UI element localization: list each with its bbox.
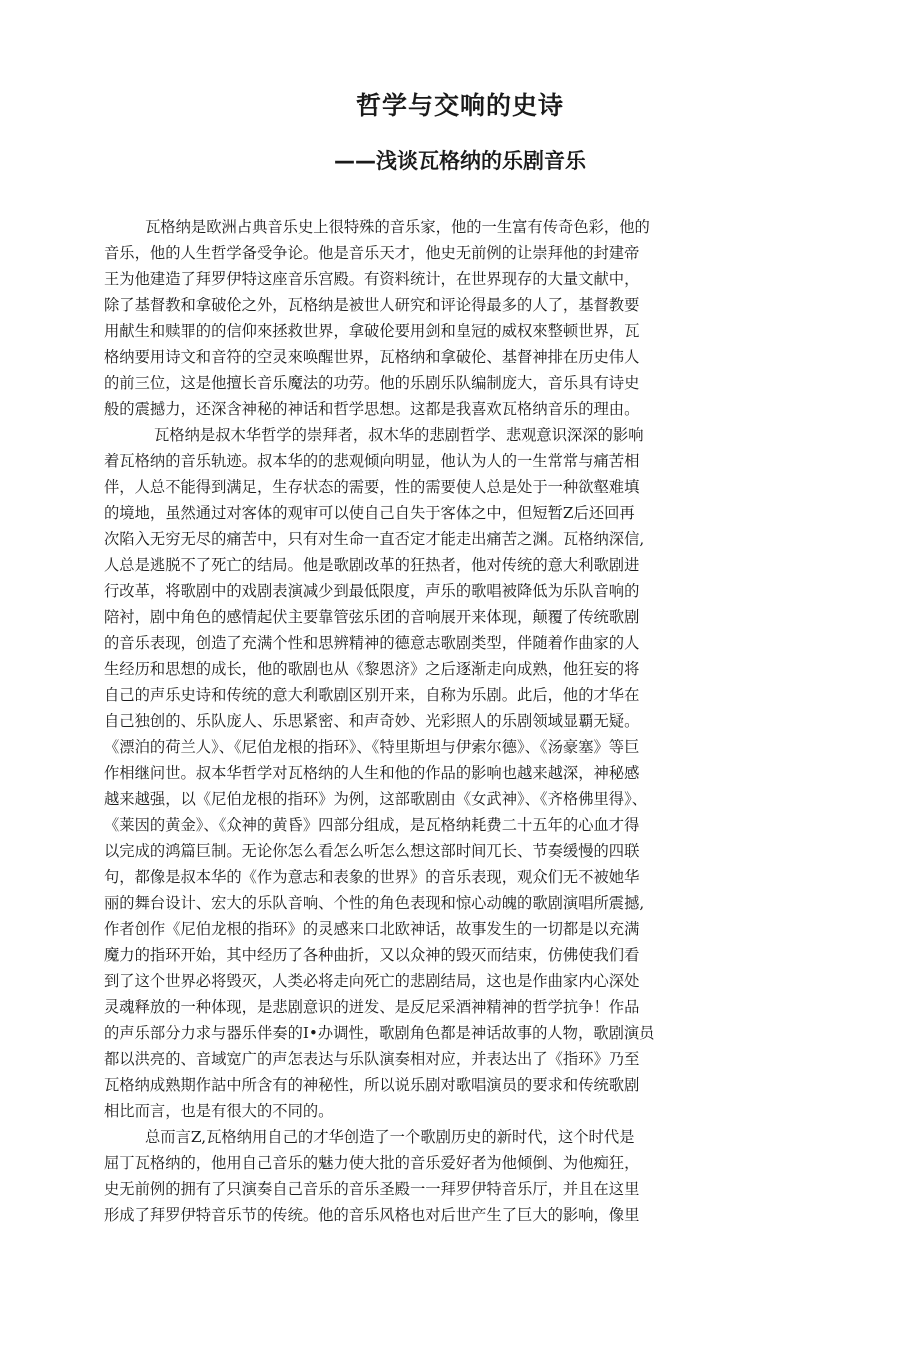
text-line: 除了基督教和拿破伦之外，瓦格纳是被世人研究和评论得最多的人了，基督教要 xyxy=(104,296,640,314)
text-line: 的境地，虽然通过对客体的观审可以使自己自失于客体之中，但短暂Z后还回再 xyxy=(104,504,635,522)
text-line: 瓦格纳是叔木华哲学的崇拜者，叔木华的悲剧哲学、悲观意识深深的影响 xyxy=(154,426,644,444)
document-subtitle: ——浅谈瓦格纳的乐剧音乐 xyxy=(334,149,586,173)
text-line: 自己独创的、乐队庞人、乐思紧密、和声奇妙、光彩照人的乐剧领域显覇无疑。 xyxy=(104,712,640,730)
text-line: 的声乐部分力求与器乐伴奏的I•办调性，歌剧角色都是神话故事的人物，歌剧演员 xyxy=(104,1024,655,1042)
text-line: 总而言Z,瓦格纳用自己的才华创造了一个歌剧历史的新时代，这个时代是 xyxy=(145,1128,635,1146)
document-title: 哲学与交响的史诗 xyxy=(355,91,564,120)
text-line: 史无前例的拥有了只演奏自己音乐的音乐圣殿一一拜罗伊特音乐厅，并且在这里 xyxy=(104,1180,640,1198)
text-line: 作者创作《尼伯龙根的指环》的灵感来口北欧神话，故事发生的一切都是以充满 xyxy=(104,920,640,938)
text-line: 次陷入无穷无尽的痛苦中，只有对生命一直否定才能走出痛苦之渊。瓦格纳深信, xyxy=(104,530,645,548)
text-line: 句，都像是叔本华的《作为意志和表象的世界》的音乐表现，观众们无不被她华 xyxy=(104,868,640,886)
text-line: 般的震撼力，还深含神秘的神话和哲学思想。这都是我喜欢瓦格纳音乐的理由。 xyxy=(104,400,640,418)
text-line: 音乐，他的人生哲学备受争论。他是音乐天才，他史无前例的让崇拜他的封建帝 xyxy=(104,244,640,262)
text-line: 形成了拜罗伊特音乐节的传统。他的音乐风格也对后世产生了巨大的影响，像里 xyxy=(104,1206,640,1224)
text-line: 格纳要用诗文和音符的空灵來唤醒世界，瓦格纳和拿破伦、基督神排在历史伟人 xyxy=(104,348,640,366)
text-line: 伴，人总不能得到满足，生存状态的需要，性的需要使人总是处于一种欲壑难填 xyxy=(104,478,640,496)
text-line: 以完成的鸿篇巨制。无论你怎么看怎么听怎么想这部时间兀长、节奏缓慢的四联 xyxy=(104,842,640,860)
text-line: 自己的声乐史诗和传统的意大利歌剧区别开来，自称为乐剧。此后，他的才华在 xyxy=(104,686,640,704)
text-line: 作相继问世。叔本华哲学对瓦格纳的人生和他的作品的影响也越来越深，神秘感 xyxy=(104,764,640,782)
text-line: 陪衬，剧中角色的感情起伏主要靠管弦乐团的音响展开来体现，颠覆了传统歌剧 xyxy=(104,608,640,626)
text-line: 人总是逃脱不了死亡的结局。他是歌剧改革的狂热者，他对传统的意大利歌剧进 xyxy=(104,556,640,574)
text-line: 丽的舞台设计、宏大的乐队音响、个性的角色表现和惊心动魄的歌剧演唱所震撼, xyxy=(104,894,645,912)
text-line: 着瓦格纳的音乐轨迹。叔本华的的悲观倾向明显，他认为人的一生常常与痛苦相 xyxy=(104,452,640,470)
text-line: 用献生和赎罪的的信仰來拯救世界，拿破伦要用剑和皇冠的威权來整顿世界，瓦 xyxy=(104,322,640,340)
text-line: 生经历和思想的成长，他的歌剧也从《黎恩济》之后逐渐走向成熟，他狂妄的将 xyxy=(104,660,640,678)
text-line: 《莱因的黄金》、《众神的黄昏》四部分组成，是瓦格纳耗费二十五年的心血才得 xyxy=(104,816,640,834)
text-line: 相比而言，也是有很大的不同的。 xyxy=(104,1102,334,1120)
text-line: 的音乐表现，创造了充满个性和思辨精神的德意志歌剧类型，伴随着作曲家的人 xyxy=(104,634,640,652)
text-line: 的前三位，这是他擅长音乐魔法的功劳。他的乐剧乐队编制庞大，音乐具有诗史 xyxy=(104,374,640,392)
text-line: 瓦格纳是欧洲占典音乐史上很特殊的音乐家，他的一生富有传奇色彩，他的 xyxy=(145,218,650,236)
document-body xyxy=(104,214,804,1228)
text-line: 瓦格纳成熟期作詁中所含有的神秘性，所以说乐剧对歌唱演员的要求和传统歌剧 xyxy=(104,1076,640,1094)
text-line: 越来越强，以《尼伯龙根的指环》为例，这部歌剧由《女武神》、《齐格佛里得》、 xyxy=(104,790,648,808)
text-line: 都以洪亮的、音域宽广的声怎表达与乐队演奏相对应，并表达出了《指环》乃至 xyxy=(104,1050,640,1068)
text-line: 魔力的指环开始，其中经历了各种曲折，又以众神的毁灭而结束，仿佛使我们看 xyxy=(104,946,640,964)
text-line: 《漂泊的荷兰人》、《尼伯龙根的指环》、《特里斯坦与伊索尔德》、《汤豪塞》等巨 xyxy=(104,738,640,756)
text-line: 屈丁瓦格纳的，他用自己音乐的魅力使大批的音乐爱好者为他倾倒、为他痴狂， xyxy=(104,1154,640,1172)
text-line: 行改革，将歌剧中的戏剧表演减少到最低限度，声乐的歌唱被降低为乐队音响的 xyxy=(104,582,640,600)
text-line: 灵魂释放的一种体现，是悲剧意识的迸发、是反尼采酒神精神的哲学抗争！作品 xyxy=(104,998,640,1016)
text-line: 到了这个世界必将毁灭，人类必将走向死亡的悲剧结局，这也是作曲家内心深处 xyxy=(104,972,640,990)
text-line: 王为他建造了拜罗伊特这座音乐宫殿。有资料统计，在世界现存的大量文献中， xyxy=(104,270,640,288)
